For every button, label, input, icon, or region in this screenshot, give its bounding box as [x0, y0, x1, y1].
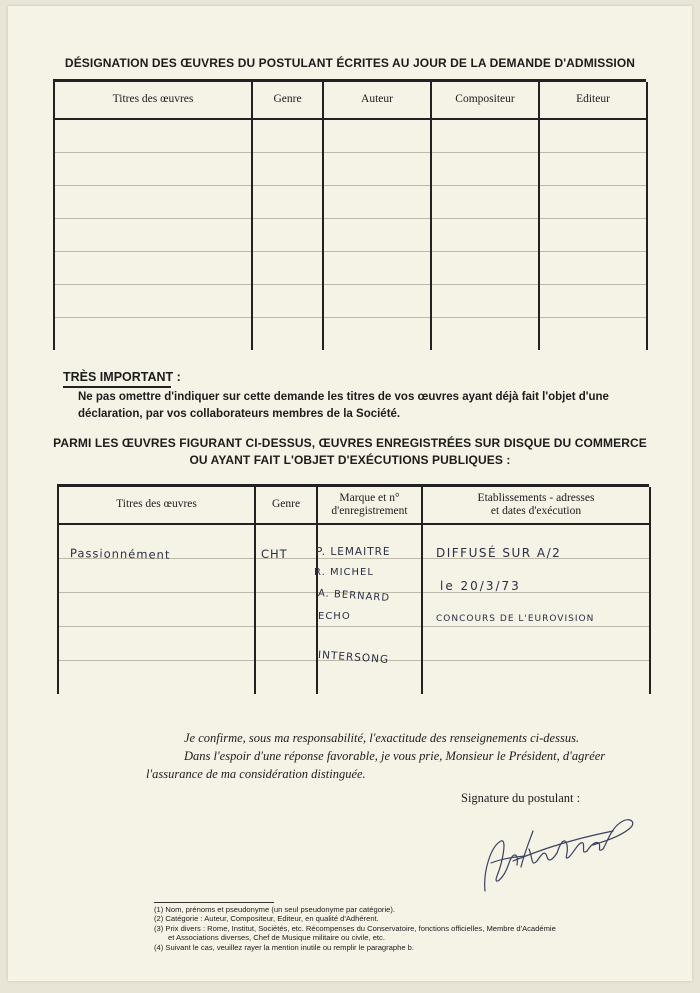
- footnote-4: (4) Suivant le cas, veuillez rayer la mention inutile ou remplir le paragraphe b.: [154, 942, 415, 952]
- table-cell[interactable]: [252, 152, 323, 185]
- works-table: [53, 82, 648, 350]
- table-cell[interactable]: [539, 152, 647, 185]
- table-cell[interactable]: [431, 152, 539, 185]
- table-cell[interactable]: [539, 317, 647, 350]
- table-row[interactable]: [54, 152, 647, 185]
- table-cell[interactable]: [422, 660, 650, 694]
- table-cell[interactable]: [422, 626, 650, 660]
- handwritten-title: Passionnément: [69, 546, 171, 562]
- table-cell[interactable]: [54, 317, 252, 350]
- table-cell[interactable]: [323, 185, 431, 218]
- handwritten-etab-2: le 20/3/73: [440, 579, 521, 593]
- table-cell[interactable]: [252, 185, 323, 218]
- col-header-auteur: Auteur: [323, 82, 431, 119]
- table-cell[interactable]: [54, 284, 252, 317]
- table-cell[interactable]: [323, 218, 431, 251]
- footnote-rule: [154, 902, 274, 903]
- table-cell[interactable]: [252, 251, 323, 284]
- table-cell[interactable]: [431, 317, 539, 350]
- col-header-marque-line1: Marque et n°: [339, 491, 400, 504]
- confirmation-line-3: l'assurance de ma considération distinguée.: [146, 767, 366, 781]
- handwritten-etab-3: CONCOURS DE L'EUROVISION: [436, 614, 595, 624]
- table-cell[interactable]: [252, 218, 323, 251]
- table-cell[interactable]: [539, 251, 647, 284]
- table-cell[interactable]: [323, 317, 431, 350]
- table-cell[interactable]: [431, 251, 539, 284]
- table-cell[interactable]: [58, 592, 255, 626]
- table-row[interactable]: [54, 218, 647, 251]
- table-cell[interactable]: [54, 218, 252, 251]
- col-header-marque-line2: d'enregistrement: [331, 505, 408, 517]
- col-header-titres: Titres des œuvres: [54, 82, 252, 119]
- table-row[interactable]: [54, 119, 647, 152]
- table-cell[interactable]: [431, 218, 539, 251]
- col-header-etab-line1: Etablissements - adresses: [477, 491, 595, 504]
- table-cell[interactable]: [58, 626, 255, 660]
- table-cell[interactable]: [58, 660, 255, 694]
- handwritten-etab-1: DIFFUSÉ SUR A/2: [436, 546, 562, 560]
- table-cell[interactable]: [431, 185, 539, 218]
- table-cell[interactable]: [252, 119, 323, 152]
- handwritten-marque-4: ECHO: [318, 611, 351, 622]
- table-cell[interactable]: [252, 284, 323, 317]
- col-header-editeur: Editeur: [539, 82, 647, 119]
- handwritten-marque-3: A. BERNARD: [317, 588, 391, 605]
- section-heading-recorded-line2: OU AYANT FAIT L'OBJET D'EXÉCUTIONS PUBLIQUES :: [189, 453, 511, 467]
- footnote-3-continued: et Associations diverses, Chef de Musique militaire ou civile, etc.: [168, 933, 385, 943]
- col-header-genre: Genre: [255, 487, 317, 524]
- table-cell[interactable]: [58, 558, 255, 592]
- table-cell[interactable]: [54, 152, 252, 185]
- signature: [473, 801, 643, 901]
- table-cell[interactable]: [431, 284, 539, 317]
- table-row[interactable]: [54, 317, 647, 350]
- signature-label: Signature du postulant :: [461, 791, 581, 805]
- col-header-etab-line2: et dates d'exécution: [490, 505, 582, 517]
- confirmation-line-1: Je confirme, sous ma responsabilité, l'exactitude des renseignements ci-dessus.: [184, 731, 580, 745]
- table-cell[interactable]: [255, 558, 317, 592]
- table-cell[interactable]: [539, 185, 647, 218]
- table-cell[interactable]: [323, 251, 431, 284]
- table-cell[interactable]: [54, 185, 252, 218]
- table-cell[interactable]: [539, 218, 647, 251]
- table-cell[interactable]: [54, 251, 252, 284]
- footnote-1: (1) Nom, prénoms et pseudonyme (un seul pseudonyme par catégorie).: [154, 905, 396, 914]
- table-row[interactable]: [58, 660, 650, 694]
- table-cell[interactable]: [323, 152, 431, 185]
- footnote-3: (3) Prix divers : Rome, Institut, Sociétés, etc. Récompenses du Conservatoire, fonctions officielles, Membre d'Académie: [154, 923, 556, 933]
- col-header-titres: Titres des œuvres: [58, 487, 255, 524]
- col-header-etablissements: [422, 487, 650, 524]
- table-cell[interactable]: [54, 119, 252, 152]
- confirmation-line-2: Dans l'espoir d'une réponse favorable, je vous prie, Monsieur le Président, d'agréer: [184, 749, 606, 763]
- table-cell[interactable]: [255, 592, 317, 626]
- col-header-compositeur: Compositeur: [431, 82, 539, 119]
- form-page: [8, 6, 692, 981]
- handwritten-genre: CHT: [261, 547, 288, 561]
- handwritten-marque-2: R. MICHEL: [314, 567, 374, 578]
- table-row[interactable]: [54, 251, 647, 284]
- table-cell[interactable]: [255, 626, 317, 660]
- important-text: Ne pas omettre d'indiquer sur cette demande les titres de vos œuvres ayant déjà fait l'objet d'une déclaration, par vos collaborateurs membres de la Société.: [78, 391, 609, 420]
- handwritten-marque-5: INTERSONG: [317, 649, 390, 666]
- handwritten-marque-1: P. LEMAITRE: [316, 546, 391, 558]
- important-title: TRÈS IMPORTANT :: [63, 370, 181, 384]
- footnotes: [154, 905, 674, 952]
- table-row[interactable]: [54, 284, 647, 317]
- section-heading-recorded-line1: PARMI LES ŒUVRES FIGURANT CI-DESSUS, ŒUVRES ENREGISTRÉES SUR DISQUE DU COMMERCE: [53, 436, 647, 450]
- table-cell[interactable]: [539, 119, 647, 152]
- table-cell[interactable]: [255, 660, 317, 694]
- table-cell[interactable]: [431, 119, 539, 152]
- important-underline: [63, 386, 171, 388]
- section-heading-works: DÉSIGNATION DES ŒUVRES DU POSTULANT ÉCRITES AU JOUR DE LA DEMANDE D'ADMISSION: [64, 56, 636, 70]
- footnote-2: (2) Catégorie : Auteur, Compositeur, Editeur, en qualité d'Adhérent.: [154, 914, 379, 924]
- col-header-genre: Genre: [252, 82, 323, 119]
- table-cell[interactable]: [317, 660, 422, 694]
- table-cell[interactable]: [539, 284, 647, 317]
- table-cell[interactable]: [252, 317, 323, 350]
- table-cell[interactable]: [323, 284, 431, 317]
- table-row[interactable]: [54, 185, 647, 218]
- col-header-marque: [317, 487, 422, 524]
- table-cell[interactable]: [323, 119, 431, 152]
